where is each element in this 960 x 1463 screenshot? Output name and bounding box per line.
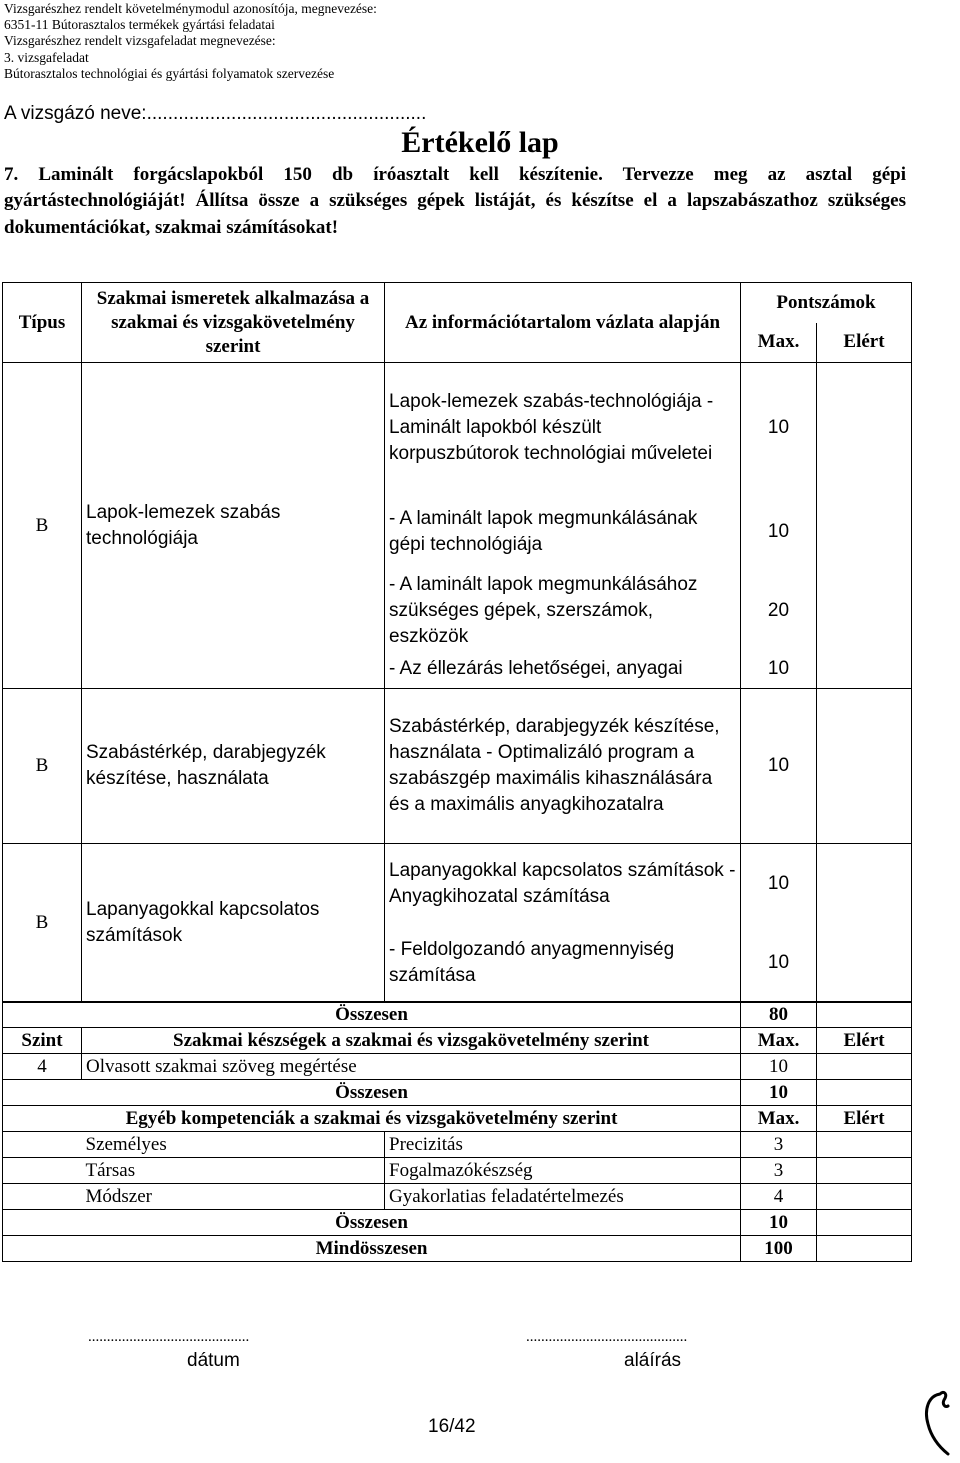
skill-max: 10 [741,1054,817,1080]
header-max: Max. [741,323,817,363]
type-cell: B [3,689,82,844]
content-cell: Lapok-lemezek szabás-technológiája - Laminált lapokból készült korpuszbútorok technológiai műveletei [385,363,741,493]
achieved-points [817,1158,912,1184]
max-points: 10 [741,924,817,1003]
evaluation-table [2,282,912,1003]
achieved-points [817,1132,912,1158]
header-szakmai-keszsegek: Szakmai készségek a szakmai és vizsgakövetelmény szerint [82,1028,741,1054]
header-line: Vizsgarészhez rendelt követelménymodul azonosítója, megnevezése: [4,1,377,16]
page-number: 16/42 [428,1416,476,1437]
header-elert: Elért [817,323,912,363]
content-cell: - A laminált lapok megmunkálásához szükséges gépek, szerszámok, eszközök [385,571,741,651]
total-value: 10 [741,1080,817,1106]
competence-category: Módszer [82,1184,385,1210]
header-line: Bútorasztalos technológiai és gyártási folyamatok szervezése [4,65,335,81]
header-szakmai-ismeretek: Szakmai ismeretek alkalmazása a szakmai és vizsgakövetelmény szerint [82,283,385,363]
header-line: Vizsgarészhez rendelt vizsgafeladat megnevezése: [4,33,276,49]
achieved-points [817,1002,912,1028]
achieved-points [817,1236,912,1262]
header-max: Max. [741,1028,817,1054]
competence-spacer [3,1184,82,1210]
header-max: Max. [741,1106,817,1132]
signature-line: ........................................... [526,1329,688,1345]
grand-total-label: Mindösszesen [3,1236,741,1262]
grand-total-value: 100 [741,1236,817,1262]
total-value: 10 [741,1210,817,1236]
document-header [4,1,377,82]
examinee-name-field: A vizsgázó neve:..................................................... [4,103,427,124]
max-points: 10 [741,363,817,493]
header-pontszamok: Pontszámok [741,283,912,323]
topic-cell: Lapanyagokkal kapcsolatos számítások [82,844,385,1003]
max-points: 10 [741,844,817,924]
content-cell: Szabástérkép, darabjegyzék készítése, használata - Optimalizáló program a szabászgép maximális kihasználására és a maximális anyagkihozatalra [385,689,741,844]
skill-level: 4 [3,1054,82,1080]
task-description: 7. Laminált forgácslapokból 150 db íróasztalt kell készítenie. Tervezze meg az asztal gépi gyártástechnológiáját! Állítsa össze a szükséges gépek listáját, és készítse el a lapszabászathoz szükséges dokumentációkat, szakmai számításokat! [4,164,906,238]
signature-label: aláírás [624,1350,682,1371]
header-informaciotartalom: Az információtartalom vázlata alapján [385,283,741,363]
content-cell: Lapanyagokkal kapcsolatos számítások - Anyagkihozatal számítása [385,844,741,924]
competence-category: Személyes [82,1132,385,1158]
competence-max: 4 [741,1184,817,1210]
header-elert: Elért [817,1106,912,1132]
content-cell: - Feldolgozandó anyagmennyiség számítása [385,924,741,1003]
max-points: 20 [741,571,817,651]
competence-name: Precizitás [385,1132,741,1158]
header-elert: Elért [817,1028,912,1054]
content-cell: - Az éllezárás lehetőségei, anyagai [385,651,741,689]
max-points: 10 [741,493,817,571]
achieved-points [817,1080,912,1106]
achieved-points [817,363,912,689]
summary-table [2,1001,912,1262]
topic-cell: Szabástérkép, darabjegyzék készítése, használata [82,689,385,844]
achieved-points [817,1210,912,1236]
max-points: 10 [741,651,817,689]
header-tipus: Típus [3,283,82,363]
competence-spacer [3,1132,82,1158]
header-szint: Szint [3,1028,82,1054]
competence-max: 3 [741,1132,817,1158]
initials-signature [918,1388,956,1460]
type-cell: B [3,844,82,1003]
achieved-points [817,1054,912,1080]
date-line: ........................................... [88,1329,250,1345]
competence-spacer [3,1158,82,1184]
page-title: Értékelő lap [401,126,559,159]
competence-name: Gyakorlatias feladatértelmezés [385,1184,741,1210]
achieved-points [817,844,912,1003]
topic-cell: Lapok-lemezek szabás technológiája [82,363,385,689]
header-egyeb-kompetenciak: Egyéb kompetenciák a szakmai és vizsgakövetelmény szerint [3,1106,741,1132]
total-label: Összesen [3,1002,741,1028]
max-points: 10 [741,689,817,844]
skill-name: Olvasott szakmai szöveg megértése [82,1054,741,1080]
content-cell: - A laminált lapok megmunkálásának gépi technológiája [385,493,741,571]
competence-category: Társas [82,1158,385,1184]
total-value: 80 [741,1002,817,1028]
competence-name: Fogalmazókészség [385,1158,741,1184]
header-line: 3. vizsgafeladat [4,49,89,65]
achieved-points [817,689,912,844]
total-label: Összesen [3,1080,741,1106]
date-label: dátum [187,1350,240,1371]
achieved-points [817,1184,912,1210]
competence-max: 3 [741,1158,817,1184]
type-cell: B [3,363,82,689]
total-label: Összesen [3,1210,741,1236]
header-line: 6351-11 Bútorasztalos termékek gyártási feladatai [4,17,275,33]
